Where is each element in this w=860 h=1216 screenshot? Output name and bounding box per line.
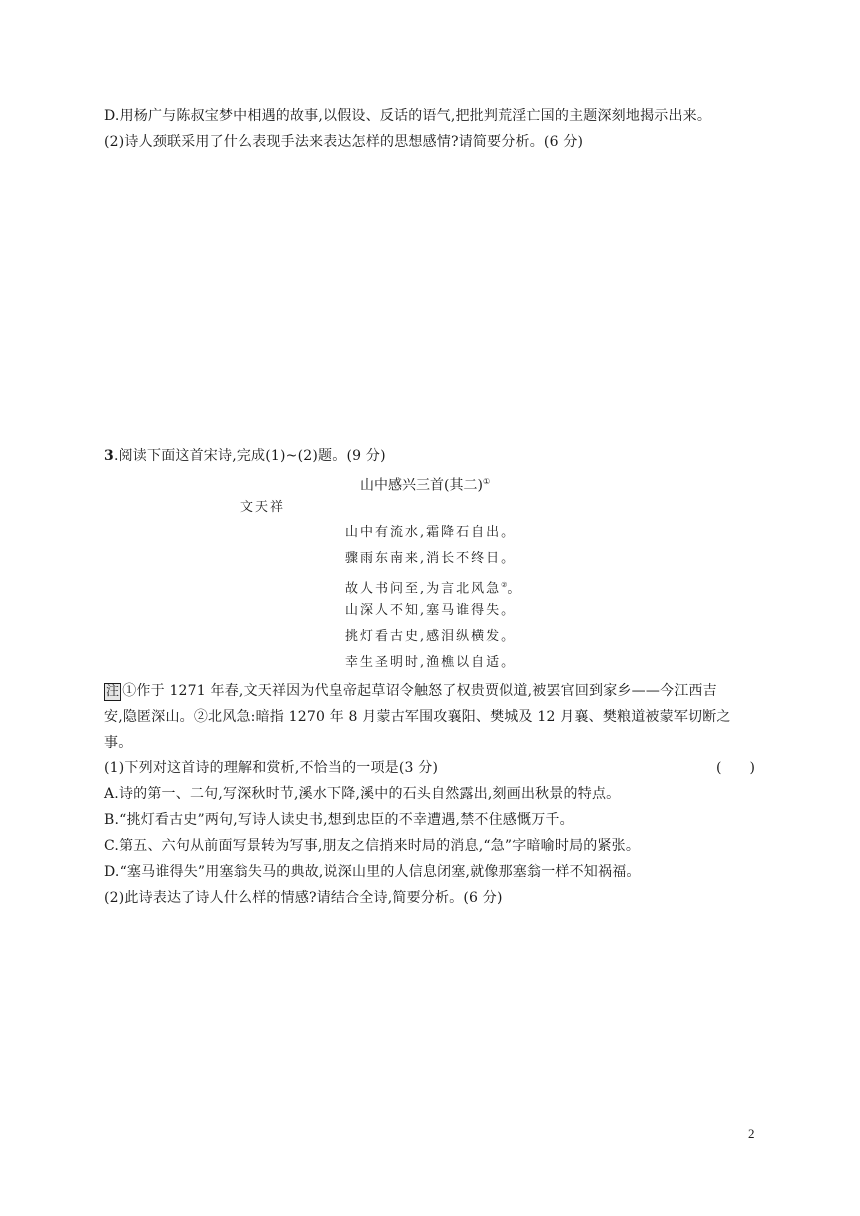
option-a: A.诗的第一、二句,写深秋时节,溪水下降,溪中的石头自然露出,刻画出秋景的特点。 <box>104 786 621 802</box>
sub-question-1: (1)下列对这首诗的理解和赏析,不恰当的一项是(3 分) <box>104 760 439 776</box>
poem-footnote-marker: ② <box>501 581 508 589</box>
poem-title-text: 山中感兴三首(其二) <box>360 477 483 494</box>
poem-line: 骤雨东南来,消长不终日。 <box>345 551 517 566</box>
poem-title-footnote-marker: ① <box>482 477 491 486</box>
option-c: C.第五、六句从前面写景转为写事,朋友之信捎来时局的消息,“急”字暗喻时局的紧张。 <box>104 838 641 854</box>
previous-question-2: (2)诗人颈联采用了什么表现手法来表达怎样的思想感情?请简要分析。(6 分) <box>104 134 584 150</box>
option-b: B.“挑灯看古史”两句,写诗人读史书,想到忠臣的不幸遭遇,禁不住感慨万千。 <box>104 812 574 828</box>
page-number: 2 <box>748 1126 755 1141</box>
footnote-text: ①作于 1271 年春,文天祥因为代皇帝起草诏令触怒了权贵贾似道,被罢官回到家乡——今江西吉 <box>122 683 717 699</box>
option-d: D.“塞马谁得失”用塞翁失马的典故,说深山里的人信息闭塞,就像那塞翁一样不知祸福。 <box>104 864 641 880</box>
poem-line: 山中有流水,霜降石自出。 <box>345 525 517 540</box>
poem-line: 幸生圣明时,渔樵以自适。 <box>345 655 517 670</box>
poem-line: 挑灯看古史,感泪纵横发。 <box>345 629 517 644</box>
poem-line <box>345 575 522 599</box>
poem-line-end-punct: 。 <box>507 581 523 597</box>
note-label: 注 <box>106 684 120 699</box>
question-number: 3 <box>104 448 114 464</box>
question-3-prompt <box>104 446 386 466</box>
answer-blank[interactable]: ( ) <box>716 760 755 776</box>
footnote-line: 事。 <box>104 735 133 751</box>
footnote-line <box>104 681 717 701</box>
footnote-line: 安,隐匿深山。②北风急:暗指 1270 年 8 月蒙古军围攻襄阳、樊城及 12 月襄、樊粮道被蒙军切断之 <box>104 709 731 725</box>
poem-title <box>360 472 490 496</box>
poem-line: 山深人不知,塞马谁得失。 <box>345 603 517 618</box>
poem-line-text: 故人书问至,为言北风急 <box>345 581 502 597</box>
sub-question-2: (2)此诗表达了诗人什么样的情感?请结合全诗,简要分析。(6 分) <box>104 890 503 906</box>
question-3-text: .阅读下面这首宋诗,完成(1)~(2)题。(9 分) <box>113 448 386 464</box>
poem-author: 文天祥 <box>240 500 286 515</box>
previous-option-d: D.用杨广与陈叔宝梦中相遇的故事,以假设、反话的语气,把批判荒淫亡国的主题深刻地揭示出来。 <box>104 108 712 124</box>
